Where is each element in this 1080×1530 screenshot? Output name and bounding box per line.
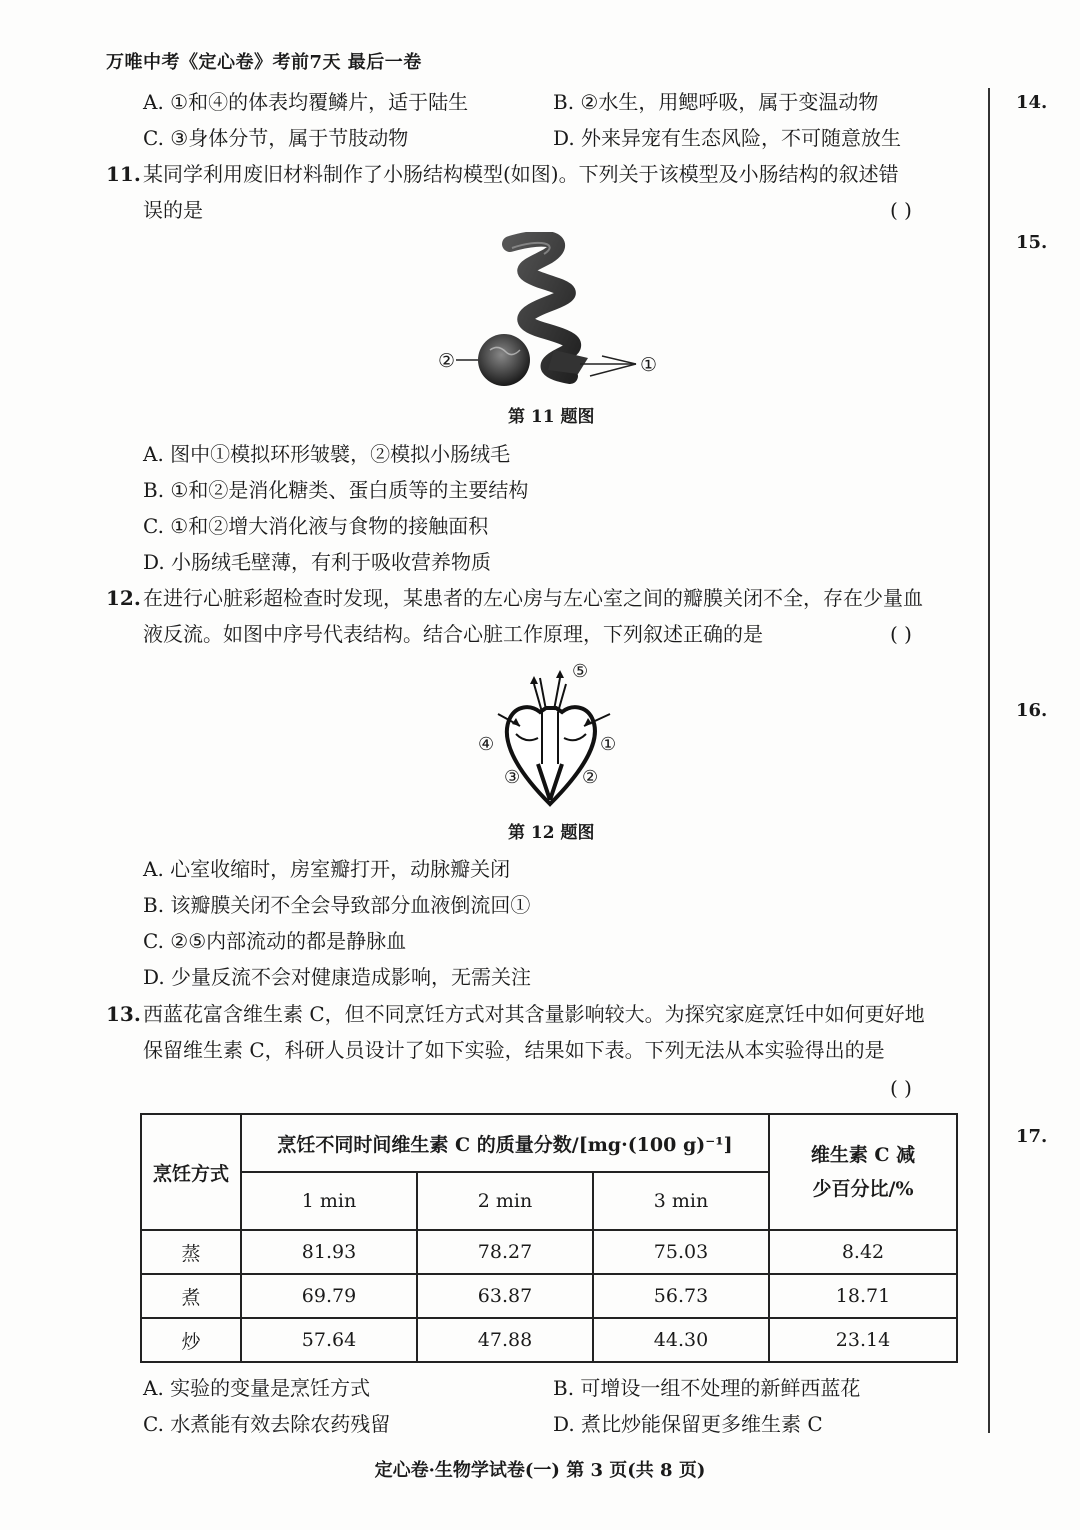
q13-option-d: D. 煮比炒能保留更多维生素 C — [553, 1412, 823, 1436]
figure11-caption: 第 11 题图 — [508, 407, 595, 427]
q12-answer-paren: ( ) — [890, 622, 912, 646]
figure11-label-2: ② — [438, 350, 456, 372]
q11-number: 11. — [106, 162, 141, 186]
q13-answer-paren: ( ) — [890, 1076, 912, 1100]
q13-option-a: A. 实验的变量是烹饪方式 — [143, 1376, 371, 1400]
table-cell: 47.88 — [417, 1318, 593, 1362]
table-header-reduction — [769, 1114, 957, 1230]
table-header-method: 烹饪方式 — [141, 1114, 241, 1230]
table-cell: 23.14 — [769, 1318, 957, 1362]
q12-stem-line2: 液反流。如图中序号代表结构。结合心脏工作原理，下列叙述正确的是 — [143, 622, 763, 646]
q10-option-c: C. ③身体分节，属于节肢动物 — [143, 126, 409, 150]
table-cell: 63.87 — [417, 1274, 593, 1318]
figure12-label-1: ① — [600, 734, 617, 755]
table-cell: 56.73 — [593, 1274, 769, 1318]
q12-number: 12. — [106, 586, 141, 610]
figure12-caption: 第 12 题图 — [508, 823, 595, 843]
page-header: 万唯中考《定心卷》考前7天 最后一卷 — [106, 52, 422, 73]
q12-stem-line1: 在进行心脏彩超检查时发现，某患者的左心房与左心室之间的瓣膜关闭不全，存在少量血 — [143, 586, 923, 610]
q11-stem-line1: 某同学利用废旧材料制作了小肠结构模型(如图)。下列关于该模型及小肠结构的叙述错 — [143, 162, 899, 186]
table-header-time: 2 min — [417, 1172, 593, 1230]
q11-answer-paren: ( ) — [890, 198, 912, 222]
page-footer: 定心卷·生物学试卷(一) 第 3 页(共 8 页) — [374, 1460, 706, 1481]
right-q15-number: 15. — [1016, 232, 1048, 253]
figure11-label-1: ① — [640, 354, 658, 376]
table-cell: 81.93 — [241, 1230, 417, 1274]
figure12-label-4: ④ — [478, 734, 495, 755]
table-cell: 57.64 — [241, 1318, 417, 1362]
right-q14-number: 14. — [1016, 92, 1048, 113]
table-header-time: 1 min — [241, 1172, 417, 1230]
figure12-label-3: ③ — [504, 767, 521, 788]
table-cell: 18.71 — [769, 1274, 957, 1318]
q13-stem-line1: 西蓝花富含维生素 C，但不同烹饪方式对其含量影响较大。为探究家庭烹饪中如何更好地 — [143, 1002, 925, 1026]
table-cell: 69.79 — [241, 1274, 417, 1318]
q11-stem-line2: 误的是 — [143, 198, 203, 222]
table-cell-method: 蒸 — [141, 1230, 241, 1274]
vitamin-c-table — [140, 1113, 958, 1363]
q12-option-a: A. 心室收缩时，房室瓣打开，动脉瓣关闭 — [143, 857, 511, 881]
table-cell: 78.27 — [417, 1230, 593, 1274]
table-header-reduction-line1: 维生素 C 减 — [810, 1144, 916, 1166]
small-intestine-model-figure — [430, 232, 670, 392]
table-cell: 75.03 — [593, 1230, 769, 1274]
figure12-label-2: ② — [582, 767, 599, 788]
table-cell-method: 煮 — [141, 1274, 241, 1318]
table-row — [141, 1230, 957, 1274]
table-cell: 8.42 — [769, 1230, 957, 1274]
table-cell: 44.30 — [593, 1318, 769, 1362]
table-row — [141, 1274, 957, 1318]
q10-option-d: D. 外来异宠有生态风险，不可随意放生 — [553, 126, 902, 150]
figure12-label-5: ⑤ — [572, 661, 589, 682]
q13-number: 13. — [106, 1002, 141, 1026]
q11-option-d: D. 小肠绒毛壁薄，有利于吸收营养物质 — [143, 550, 492, 574]
q11-option-a: A. 图中①模拟环形皱襞，②模拟小肠绒毛 — [143, 442, 511, 466]
q10-option-b: B. ②水生，用鳃呼吸，属于变温动物 — [553, 90, 879, 114]
q13-option-c: C. 水煮能有效去除农药残留 — [143, 1412, 391, 1436]
right-q16-number: 16. — [1016, 700, 1048, 721]
q10-option-a: A. ①和④的体表均覆鳞片，适于陆生 — [143, 90, 469, 114]
q11-option-b: B. ①和②是消化糖类、蛋白质等的主要结构 — [143, 478, 529, 502]
q12-option-c: C. ②⑤内部流动的都是静脉血 — [143, 929, 407, 953]
table-row — [141, 1318, 957, 1362]
right-q17-number: 17. — [1016, 1126, 1048, 1147]
table-header-reduction-line2: 少百分比/% — [812, 1178, 914, 1200]
table-cell-method: 炒 — [141, 1318, 241, 1362]
table-header-time: 3 min — [593, 1172, 769, 1230]
table-header-group: 烹饪不同时间维生素 C 的质量分数/[mg·(100 g)⁻¹] — [241, 1114, 769, 1172]
q12-option-b: B. 该瓣膜关闭不全会导致部分血液倒流回① — [143, 893, 531, 917]
q13-stem-line2: 保留维生素 C，科研人员设计了如下实验，结果如下表。下列无法从本实验得出的是 — [143, 1038, 885, 1062]
q13-option-b: B. 可增设一组不处理的新鲜西蓝花 — [553, 1376, 861, 1400]
q12-option-d: D. 少量反流不会对健康造成影响，无需关注 — [143, 965, 532, 989]
column-divider — [988, 88, 990, 1433]
q11-option-c: C. ①和②增大消化液与食物的接触面积 — [143, 514, 489, 538]
